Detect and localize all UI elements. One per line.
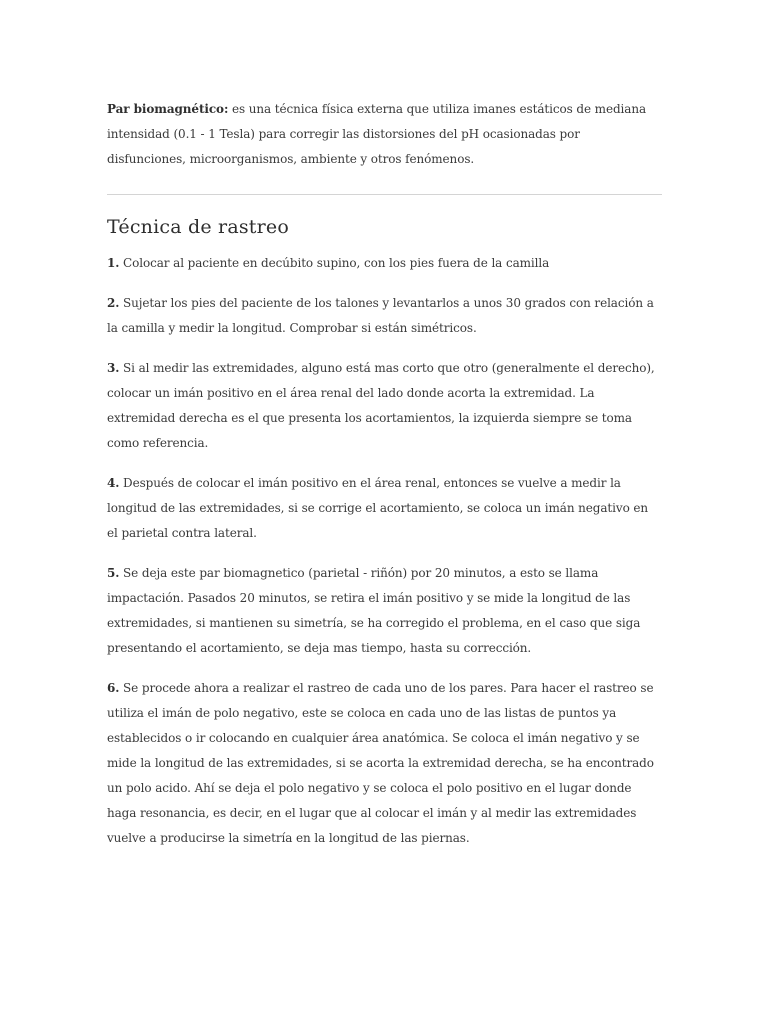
step-text: Si al medir las extremidades, alguno está mas corto que otro (generalmente el derecho), colocar un imán positivo en el área renal del lado donde acorta la extremidad. La extremidad derecha es el que presenta los acortamientos, la izquierda siempre se toma como referencia. bbox=[107, 361, 655, 450]
steps-list bbox=[107, 251, 662, 851]
intro-term: Par biomagnético: bbox=[107, 102, 229, 116]
step-text: Se procede ahora a realizar el rastreo de cada uno de los pares. Para hacer el rastreo se utiliza el imán de polo negativo, este se coloca en cada uno de las listas de puntos ya establecidos o ir colocando en cualquier área anatómica. Se coloca el imán negativo y se mide la longitud de las extremidades, si se acorta la extremidad derecha, se ha encontrado un polo acido. Ahí se deja el polo negativo y se coloca el polo positivo en el lugar donde haga resonancia, es decir, en el lugar que al colocar el imán y al medir las extremidades vuelve a producirse la simetría en la longitud de las piernas. bbox=[107, 681, 654, 845]
step-text: Colocar al paciente en decúbito supino, con los pies fuera de la camilla bbox=[119, 256, 550, 270]
section-title: Técnica de rastreo bbox=[107, 216, 290, 238]
step-text: Sujetar los pies del paciente de los talones y levantarlos a unos 30 grados con relación a la camilla y medir la longitud. Comprobar si están simétricos. bbox=[107, 296, 654, 335]
document-page bbox=[107, 97, 662, 866]
section-divider bbox=[107, 194, 662, 195]
step-text: Después de colocar el imán positivo en el área renal, entonces se vuelve a medir la longitud de las extremidades, si se corrige el acortamiento, se coloca un imán negativo en el parietal contra lateral. bbox=[107, 476, 649, 540]
step-item bbox=[107, 471, 662, 546]
step-number: 5. bbox=[107, 566, 120, 580]
step-number: 6. bbox=[107, 681, 120, 695]
step-number: 4. bbox=[107, 476, 120, 490]
step-number: 1. bbox=[107, 256, 120, 270]
step-text: Se deja este par biomagnetico (parietal - riñón) por 20 minutos, a esto se llama impactación. Pasados 20 minutos, se retira el imán positivo y se mide la longitud de las extremidades, si mantienen su simetría, se ha corregido el problema, en el caso que siga presentando el acortamiento, se deja mas tiempo, hasta su corrección. bbox=[107, 566, 641, 655]
intro-paragraph bbox=[107, 97, 662, 172]
step-item bbox=[107, 291, 662, 341]
step-item bbox=[107, 251, 662, 276]
step-number: 2. bbox=[107, 296, 120, 310]
step-number: 3. bbox=[107, 361, 120, 375]
step-item bbox=[107, 676, 662, 851]
step-item bbox=[107, 561, 662, 661]
step-item bbox=[107, 356, 662, 456]
intro-text: es una técnica física externa que utiliza imanes estáticos de mediana intensidad (0.1 - 1 Tesla) para corregir las distorsiones del pH ocasionadas por disfunciones, microorganismos, ambiente y otros fenómenos. bbox=[107, 102, 647, 166]
